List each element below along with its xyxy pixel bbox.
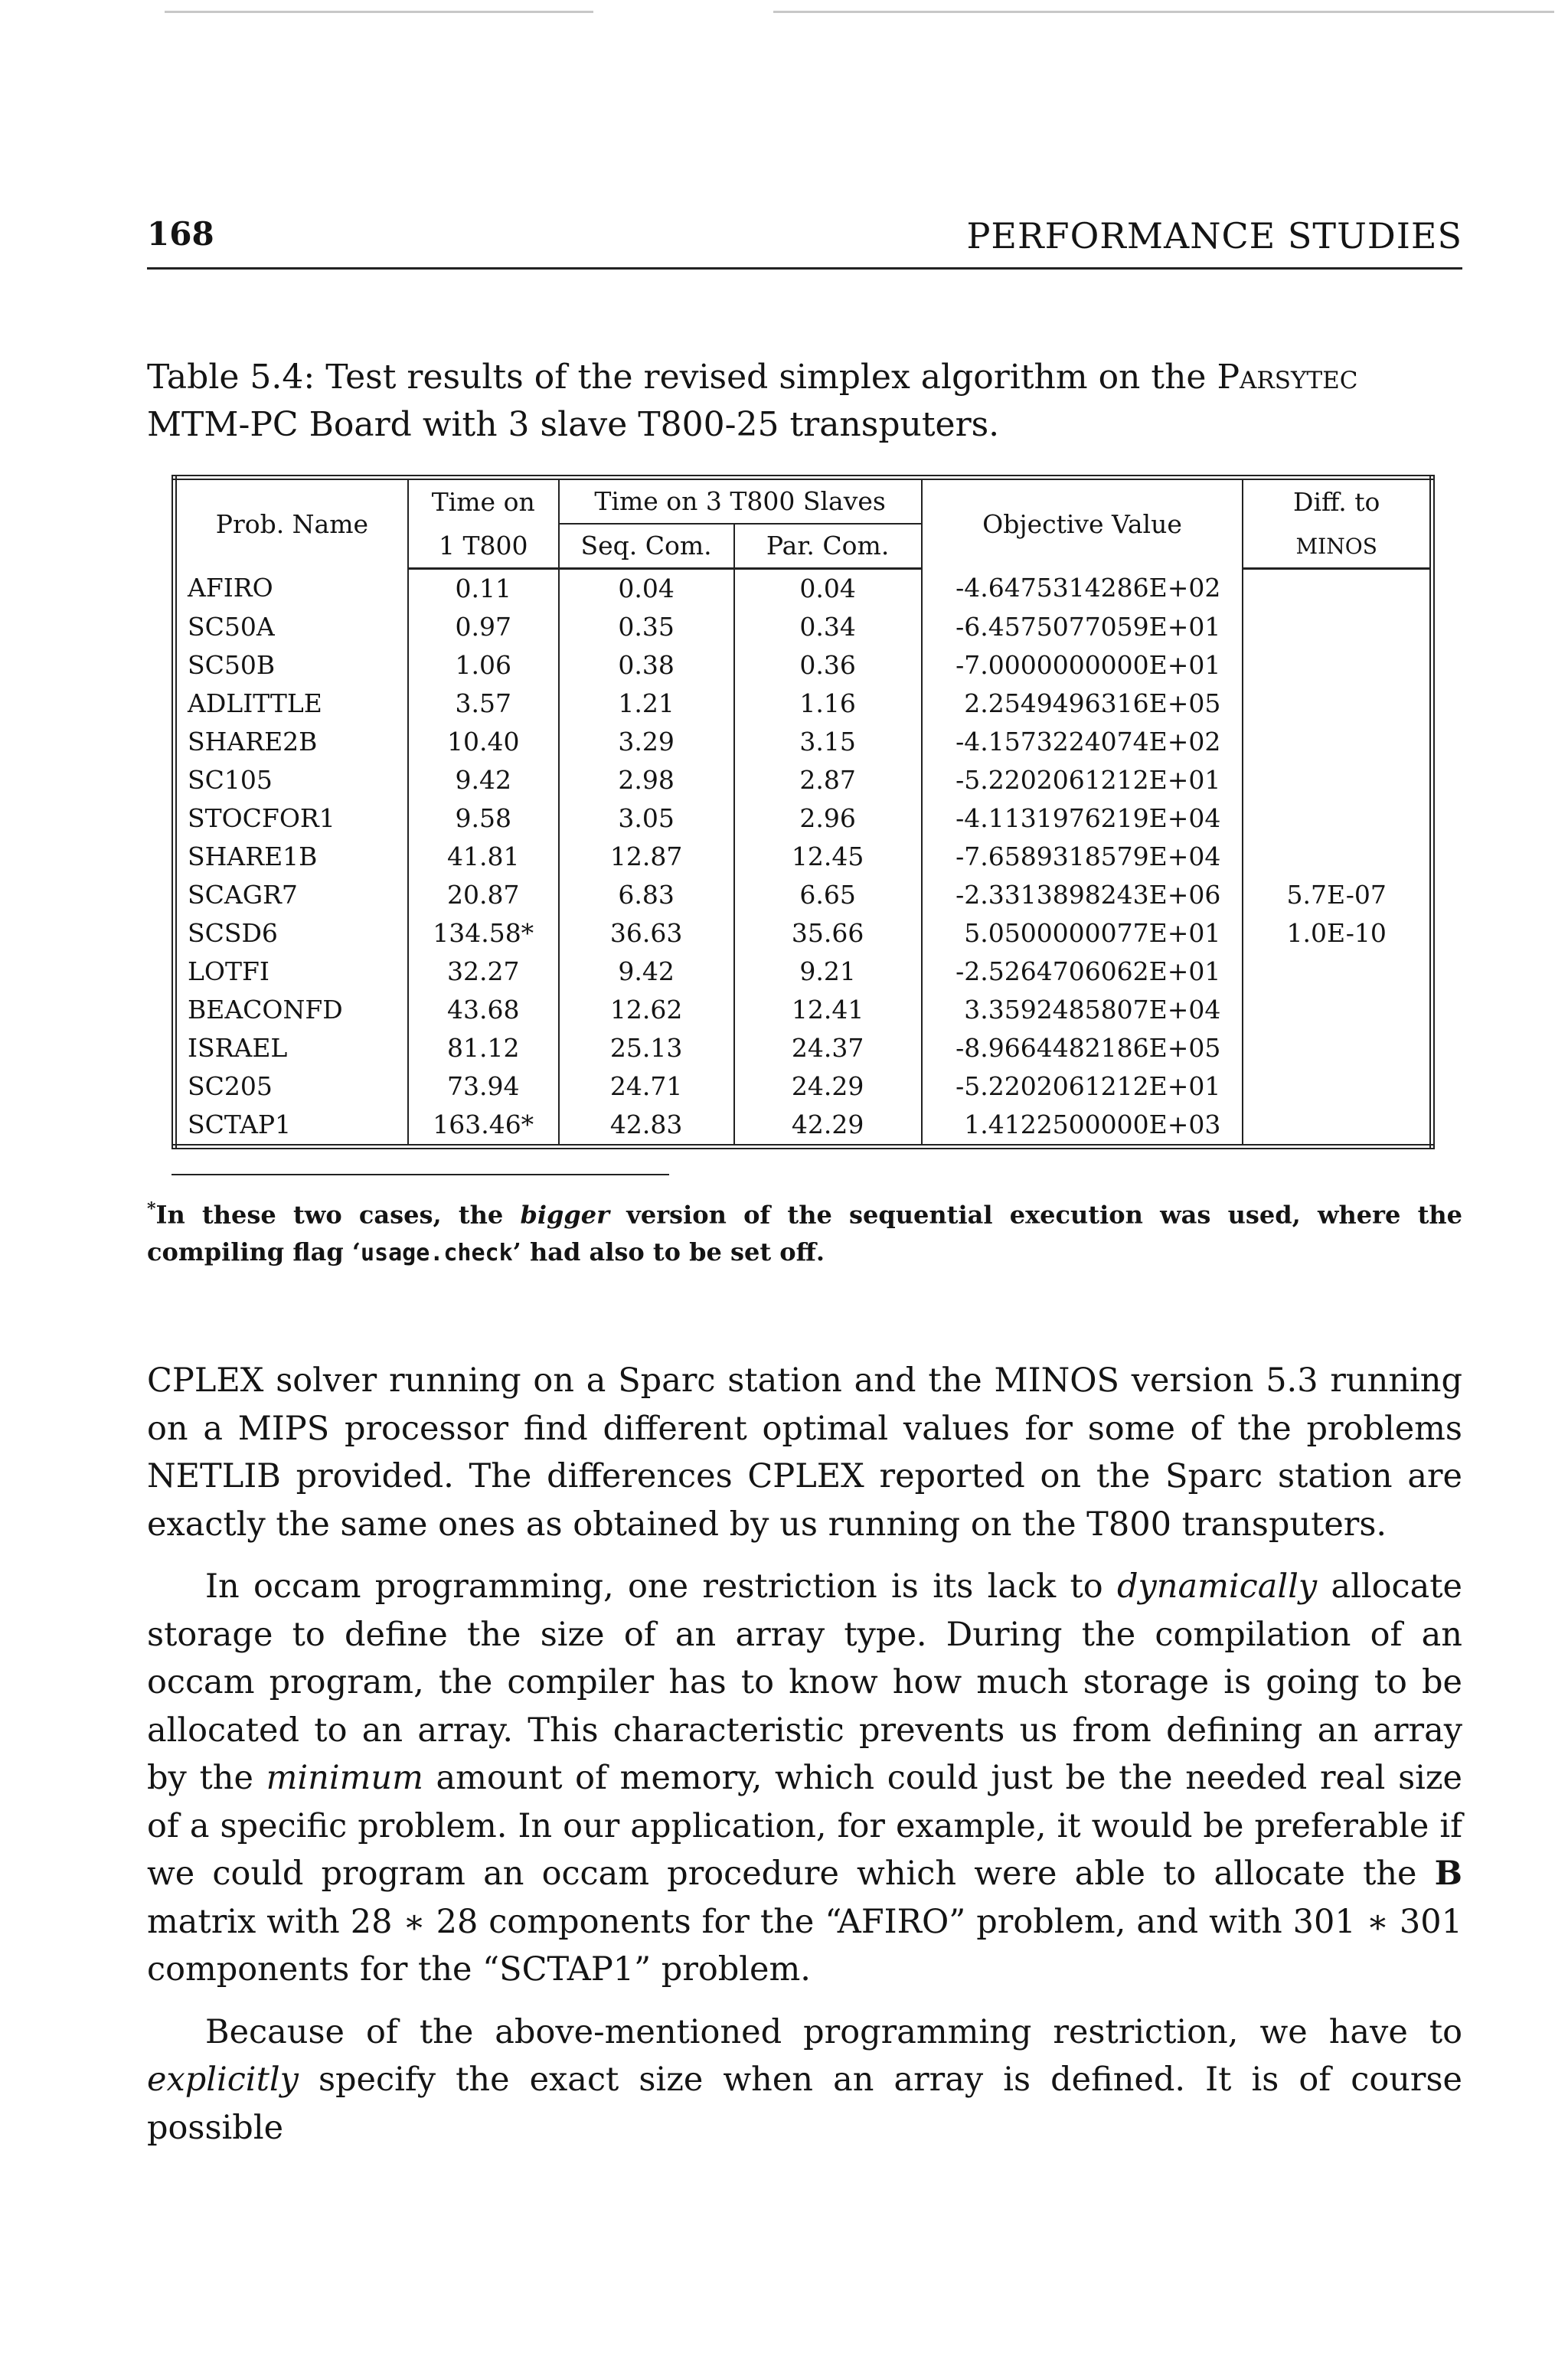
cell-prob-name: SC105 <box>175 761 408 799</box>
cell-objective: -4.1573224074E+02 <box>922 723 1243 761</box>
cell-diff <box>1243 838 1432 876</box>
cell-diff <box>1243 761 1432 799</box>
footnote-rule <box>172 1174 669 1175</box>
footnote-emphasis: bigger <box>520 1200 610 1230</box>
cell-seq-com: 12.62 <box>559 991 734 1029</box>
column-time-one-line2: 1 T800 <box>408 524 559 569</box>
cell-prob-name: ADLITTLE <box>175 685 408 723</box>
cell-objective: -5.2202061212E+01 <box>922 761 1243 799</box>
cell-seq-com: 0.04 <box>559 569 734 609</box>
column-time-three: Time on 3 T800 Slaves <box>559 478 922 525</box>
cell-seq-com: 1.21 <box>559 685 734 723</box>
p3-emphasis: explicitly <box>147 2061 299 2099</box>
column-prob-name: Prob. Name <box>175 478 408 569</box>
cell-time-one: 9.58 <box>408 799 559 838</box>
cell-objective: -2.5264706062E+01 <box>922 953 1243 991</box>
cell-prob-name: SCSD6 <box>175 914 408 953</box>
table-row <box>175 838 1432 876</box>
cell-prob-name: LOTFI <box>175 953 408 991</box>
table-row <box>175 799 1432 838</box>
cell-seq-com: 0.38 <box>559 646 734 685</box>
table-header-row <box>175 478 1432 525</box>
footnote-text-c: ’ had also to be set off. <box>512 1237 825 1266</box>
table-row <box>175 1067 1432 1106</box>
cell-par-com: 9.21 <box>734 953 922 991</box>
cell-time-one: 20.87 <box>408 876 559 914</box>
cell-seq-com: 3.29 <box>559 723 734 761</box>
cell-objective: 2.2549496316E+05 <box>922 685 1243 723</box>
cell-diff <box>1243 608 1432 646</box>
cell-par-com: 1.16 <box>734 685 922 723</box>
column-time-one-line1: Time on <box>408 478 559 525</box>
cell-par-com: 2.96 <box>734 799 922 838</box>
cell-time-one: 1.06 <box>408 646 559 685</box>
footnote-text-b: version of the sequential execution was used, where the compiling flag ‘ <box>147 1200 1463 1266</box>
cell-diff <box>1243 953 1432 991</box>
cell-prob-name: SCTAP1 <box>175 1106 408 1147</box>
column-diff-line1: Diff. to <box>1293 486 1380 517</box>
table-row <box>175 914 1432 953</box>
table-row <box>175 569 1432 609</box>
cell-par-com: 42.29 <box>734 1106 922 1147</box>
cell-objective: -8.9664482186E+05 <box>922 1029 1243 1067</box>
cell-diff <box>1243 991 1432 1029</box>
caption-brand: Parsytec <box>1217 358 1358 397</box>
page-header <box>147 212 1462 270</box>
cell-time-one: 41.81 <box>408 838 559 876</box>
cell-par-com: 0.34 <box>734 608 922 646</box>
cell-prob-name: SC50A <box>175 608 408 646</box>
cell-par-com: 2.87 <box>734 761 922 799</box>
cell-prob-name: SHARE2B <box>175 723 408 761</box>
p3-text-a: Because of the above-mentioned programming restriction, we have to <box>205 2012 1462 2051</box>
table-row <box>175 723 1432 761</box>
cell-time-one: 73.94 <box>408 1067 559 1106</box>
cell-time-one: 3.57 <box>408 685 559 723</box>
cell-diff <box>1243 723 1432 761</box>
cell-par-com: 3.15 <box>734 723 922 761</box>
cell-seq-com: 42.83 <box>559 1106 734 1147</box>
column-par-com: Par. Com. <box>734 524 922 569</box>
cell-diff <box>1243 685 1432 723</box>
cell-objective: -5.2202061212E+01 <box>922 1067 1243 1106</box>
footnote-text-a: In these two cases, the <box>155 1200 521 1230</box>
body-text <box>147 1357 1462 2166</box>
p2-text-a: In occam programming, one restriction is its lack to <box>205 1567 1117 1606</box>
cell-time-one: 163.46* <box>408 1106 559 1147</box>
cell-objective: -7.0000000000E+01 <box>922 646 1243 685</box>
cell-objective: 1.4122500000E+03 <box>922 1106 1243 1147</box>
table-row <box>175 761 1432 799</box>
paragraph-3 <box>147 2008 1462 2152</box>
cell-time-one: 10.40 <box>408 723 559 761</box>
cell-prob-name: SC205 <box>175 1067 408 1106</box>
column-objective: Objective Value <box>922 478 1243 569</box>
cell-diff <box>1243 1106 1432 1147</box>
cell-objective: 3.3592485807E+04 <box>922 991 1243 1029</box>
table-row <box>175 1106 1432 1147</box>
caption-suffix: MTM-PC Board with 3 slave T800-25 transputers. <box>147 405 1000 444</box>
footnote <box>147 1191 1462 1272</box>
cell-seq-com: 9.42 <box>559 953 734 991</box>
cell-objective: -4.6475314286E+02 <box>922 569 1243 609</box>
scan-top-line <box>773 11 1554 13</box>
caption-prefix: Table 5.4: Test results of the revised simplex algorithm on the <box>147 358 1217 397</box>
cell-prob-name: STOCFOR1 <box>175 799 408 838</box>
cell-objective: -2.3313898243E+06 <box>922 876 1243 914</box>
p2-text-c: amount of memory, which could just be the needed real size of a specific problem. In our application, for example, it would be preferable if we could program an occam procedure which were able to allocate the <box>147 1759 1463 1893</box>
cell-seq-com: 36.63 <box>559 914 734 953</box>
table-body <box>175 569 1432 1147</box>
cell-par-com: 35.66 <box>734 914 922 953</box>
cell-prob-name: SC50B <box>175 646 408 685</box>
cell-prob-name: BEACONFD <box>175 991 408 1029</box>
table-row <box>175 953 1432 991</box>
p2-text-b: allocate storage to define the size of an array type. During the compilation of an occam program, the compiler has to know how much storage is going to be allocated to an array. This characteristic prevents us from defining an array by the <box>147 1567 1462 1797</box>
results-table-container <box>172 475 1435 1149</box>
footnote-marker: * <box>147 1199 156 1219</box>
cell-objective: 5.0500000077E+01 <box>922 914 1243 953</box>
cell-seq-com: 25.13 <box>559 1029 734 1067</box>
paragraph-2 <box>147 1563 1462 1994</box>
cell-diff <box>1243 799 1432 838</box>
cell-par-com: 0.04 <box>734 569 922 609</box>
table-row <box>175 685 1432 723</box>
cell-time-one: 9.42 <box>408 761 559 799</box>
cell-time-one: 134.58* <box>408 914 559 953</box>
table-row <box>175 1029 1432 1067</box>
page-number: 168 <box>147 215 214 253</box>
table-row <box>175 876 1432 914</box>
cell-seq-com: 2.98 <box>559 761 734 799</box>
table-row <box>175 608 1432 646</box>
cell-seq-com: 6.83 <box>559 876 734 914</box>
table-caption <box>147 354 1462 449</box>
p2-emphasis-2: minimum <box>266 1759 423 1797</box>
cell-prob-name: AFIRO <box>175 569 408 609</box>
cell-par-com: 24.37 <box>734 1029 922 1067</box>
cell-diff: 5.7E-07 <box>1286 880 1387 910</box>
cell-time-one: 32.27 <box>408 953 559 991</box>
cell-par-com: 0.36 <box>734 646 922 685</box>
cell-time-one: 81.12 <box>408 1029 559 1067</box>
p3-text-b: specify the exact size when an array is defined. It is of course possible <box>147 2061 1462 2147</box>
cell-time-one: 0.97 <box>408 608 559 646</box>
cell-prob-name: ISRAEL <box>175 1029 408 1067</box>
footnote-code: usage.check <box>360 1239 513 1266</box>
running-head: PERFORMANCE STUDIES <box>966 215 1462 257</box>
cell-time-one: 43.68 <box>408 991 559 1029</box>
cell-diff <box>1243 569 1432 609</box>
cell-diff <box>1243 646 1432 685</box>
cell-objective: -4.1131976219E+04 <box>922 799 1243 838</box>
results-table <box>172 475 1435 1149</box>
cell-seq-com: 0.35 <box>559 608 734 646</box>
column-diff-line2 <box>1243 524 1432 569</box>
cell-diff <box>1243 1029 1432 1067</box>
minos-label: MINOS <box>1295 533 1377 559</box>
cell-diff <box>1243 1067 1432 1106</box>
p2-bold-b: B <box>1434 1855 1462 1893</box>
cell-prob-name: SCAGR7 <box>175 876 408 914</box>
cell-par-com: 12.41 <box>734 991 922 1029</box>
cell-diff: 1.0E-10 <box>1286 918 1387 948</box>
cell-time-one: 0.11 <box>408 569 559 609</box>
p2-emphasis-1: dynamically <box>1116 1567 1318 1606</box>
scan-top-line <box>165 11 593 13</box>
table-row <box>175 646 1432 685</box>
table-row <box>175 991 1432 1029</box>
paragraph-1: CPLEX solver running on a Sparc station and the MINOS version 5.3 running on a MIPS processor find different optimal values for some of the problems NETLIB provided. The differences CPLEX reported on the Sparc station are exactly the same ones as obtained by us running on the T800 transputers. <box>147 1361 1462 1544</box>
cell-par-com: 24.29 <box>734 1067 922 1106</box>
cell-par-com: 12.45 <box>734 838 922 876</box>
cell-seq-com: 24.71 <box>559 1067 734 1106</box>
cell-par-com: 6.65 <box>734 876 922 914</box>
cell-prob-name: SHARE1B <box>175 838 408 876</box>
column-seq-com: Seq. Com. <box>559 524 734 569</box>
p2-text-d: matrix with 28 ∗ 28 components for the “AFIRO” problem, and with 301 ∗ 301 components for the “SCTAP1” problem. <box>147 1902 1462 1989</box>
cell-objective: -7.6589318579E+04 <box>922 838 1243 876</box>
cell-seq-com: 12.87 <box>559 838 734 876</box>
cell-seq-com: 3.05 <box>559 799 734 838</box>
cell-objective: -6.4575077059E+01 <box>922 608 1243 646</box>
